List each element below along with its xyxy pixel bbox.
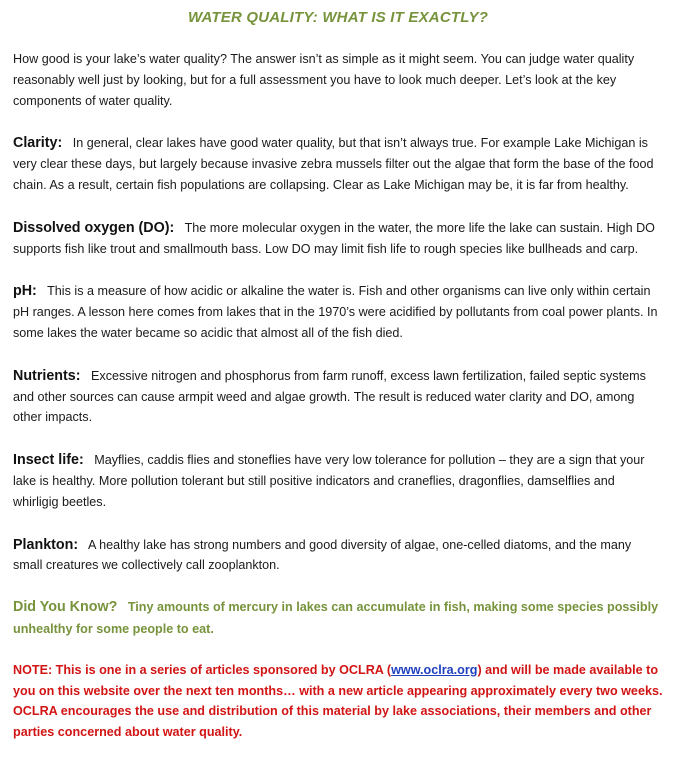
section-text: A healthy lake has strong numbers and good diversity of algae, one-celled diatoms, and the many small creatures we collectively call zooplankton. xyxy=(13,537,632,573)
section-ph xyxy=(13,281,663,343)
section-text: Excessive nitrogen and phosphorus from farm runoff, excess lawn fertilization, failed septic systems and other sources can cause armpit weed and algae growth. The result is reduced water clarity and DO, among other impacts. xyxy=(13,368,646,425)
section-heading: Clarity: xyxy=(13,135,63,152)
section-space xyxy=(66,136,70,150)
article-title: WATER QUALITY: WHAT IS IT EXACTLY? xyxy=(187,9,489,26)
did-you-know-heading: Did You Know? xyxy=(13,599,118,616)
section-heading: Nutrients: xyxy=(13,367,81,384)
intro-paragraph: How good is your lake’s water quality? The answer isn’t as simple as it might seem. You can judge water quality reasonably well just by looking, but for a full assessment you have to look much deeper. Let’s look at the key components of water quality. xyxy=(13,52,635,108)
sponsor-note xyxy=(13,660,663,742)
section-space xyxy=(40,284,44,298)
did-you-know-text: Tiny amounts of mercury in lakes can accumulate in fish, making some species possibly unhealthy for some people to eat. xyxy=(13,600,659,636)
section-text: The more molecular oxygen in the water, the more life the lake can sustain. High DO supports fish like trout and smallmouth bass. Low DO may limit fish life to rough species like bullheads and carp. xyxy=(13,220,655,256)
section-dissolved-oxygen xyxy=(13,218,663,260)
section-text: In general, clear lakes have good water quality, but that isn’t always true. For example Lake Michigan is very clear these days, but largely because invasive zebra mussels filter out the algae that form the base of the food chain. As a result, certain fish populations are collapsing. Clear as Lake Michigan may be, it is far from healthy. xyxy=(13,136,654,192)
oclra-website-link[interactable]: www.oclra.org xyxy=(391,663,478,678)
section-heading: Plankton: xyxy=(13,536,79,553)
section-insect-life xyxy=(13,450,663,512)
section-text: This is a measure of how acidic or alkaline the water is. Fish and other organisms can live only within certain pH ranges. A lesson here comes from lakes that in the 1970’s were acidified by pollutants from coal power plants. In some lakes the water became so acidic that almost all of the fish died. xyxy=(13,284,658,340)
note-text-after: ) and will be made available to you on this website over the next ten months… with a new article appearing approximately every two weeks. OCLRA encourages the use and distribution of this material by lake associations, their members and other parties concerned about water quality. xyxy=(13,663,663,739)
section-plankton xyxy=(13,535,663,577)
section-heading: Insect life: xyxy=(13,452,84,469)
section-text: Mayflies, caddis flies and stoneflies have very low tolerance for pollution – they are a sign that your lake is healthy. More pollution tolerant but still positive indicators and craneflies, dragonflies, damselflies and whirligig beetles. xyxy=(13,453,645,509)
section-space xyxy=(87,453,91,467)
section-nutrients xyxy=(13,366,663,428)
section-space xyxy=(178,221,182,235)
section-space xyxy=(82,538,86,552)
section-clarity xyxy=(13,133,663,195)
did-you-know-space xyxy=(121,600,125,614)
section-heading: Dissolved oxygen (DO): xyxy=(13,219,175,236)
section-space xyxy=(84,369,88,383)
did-you-know-callout xyxy=(13,597,663,640)
section-heading: pH: xyxy=(13,283,37,300)
note-text-before: NOTE: This is one in a series of articles sponsored by OCLRA ( xyxy=(13,663,392,678)
